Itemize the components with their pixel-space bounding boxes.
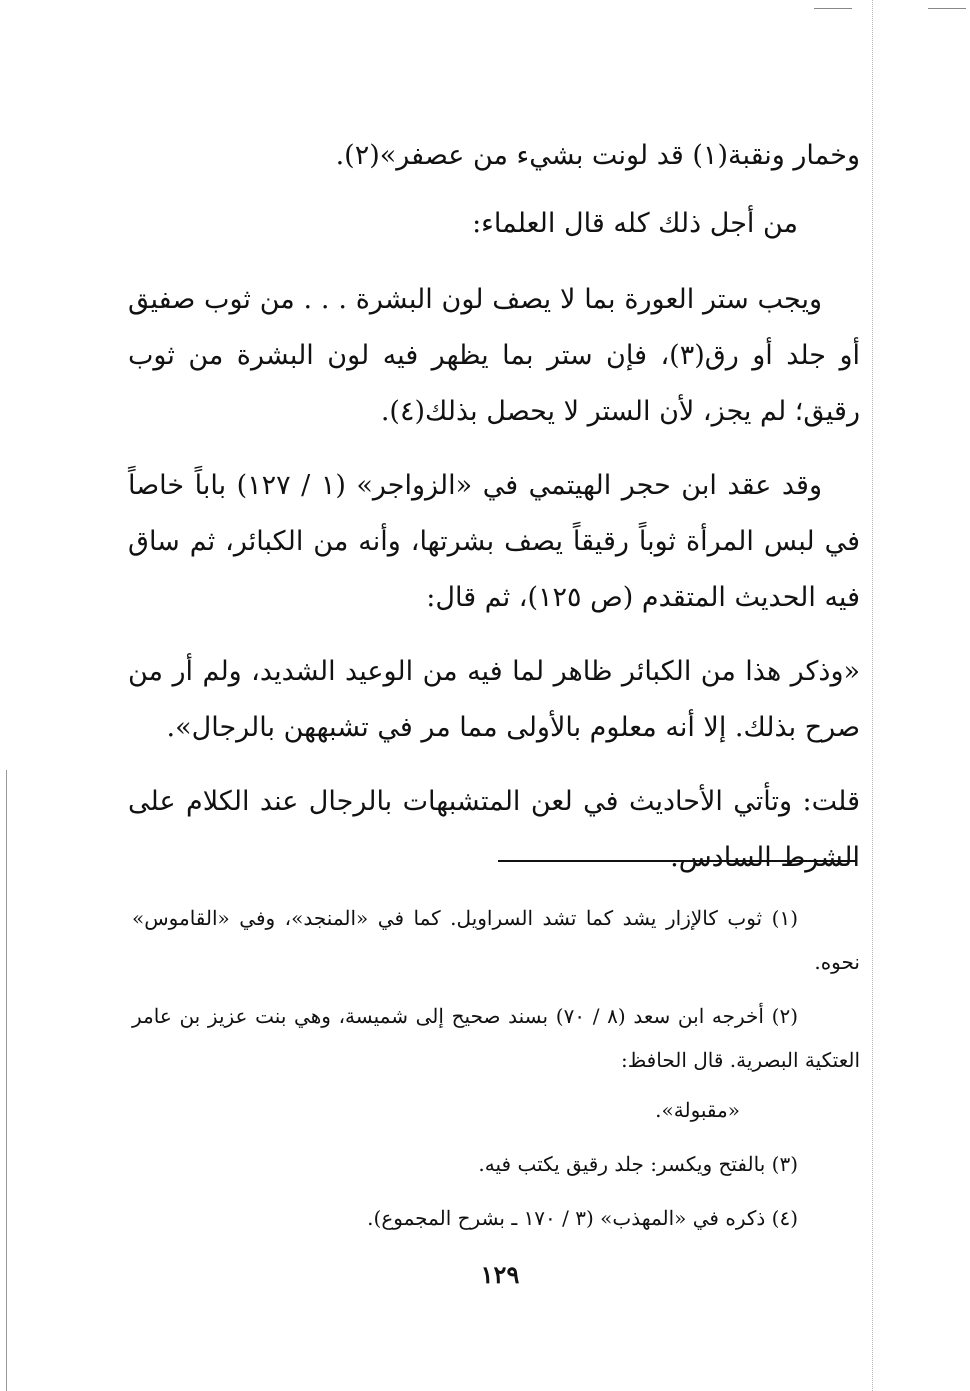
footnote: (١) ثوب كالإزار يشد كما تشد السراويل. كما في «المنجد»، وفي «القاموس» نحوه. — [132, 906, 860, 974]
paragraph: من أجل ذلك كله قال العلماء: — [472, 208, 798, 239]
footnote-continuation: «مقبولة». — [655, 1098, 740, 1122]
footnote: (٢) أخرجه ابن سعد (٨ / ٧٠) بسند صحيح إلى شميسة، وهي بنت عزيز بن عامر العتكية البصرية. قال الحافظ: — [132, 1004, 860, 1072]
paragraph: ويجب ستر العورة بما لا يصف لون البشرة . . . من ثوب صفيق أو جلد أو رق(٣)، فإن ستر بما يظهر فيه لون البشرة من ثوب رقيق؛ لم يجز، لأن الستر لا يحصل بذلك(٤). — [128, 284, 860, 427]
scan-page-edge — [872, 0, 873, 1391]
footnote: (٣) بالفتح ويكسر: جلد رقيق يكتب فيه. — [478, 1152, 798, 1176]
footnote-separator — [498, 860, 856, 862]
quote-paragraph: «وذكر هذا من الكبائر ظاهر لما فيه من الوعيد الشديد، ولم أر من صرح بذلك. إلا أنه معلوم بالأولى مما مر في تشبههن بالرجال». — [128, 656, 860, 743]
scan-top-mark — [814, 8, 852, 9]
footnote: (٤) ذكره في «المهذب» (٣ / ١٧٠ ـ بشرح المجموع). — [367, 1206, 798, 1230]
scan-top-mark — [928, 8, 966, 9]
paragraph: قلت: وتأتي الأحاديث في لعن المتشبهات بالرجال عند الكلام على الشرط السادس. — [128, 786, 860, 873]
scan-page-edge — [6, 770, 7, 1391]
paragraph: وخمار ونقبة(١) قد لونت بشيء من عصفر»(٢). — [335, 140, 860, 171]
footnotes — [132, 896, 860, 1250]
paragraph: وقد عقد ابن حجر الهيتمي في «الزواجر» (١ / ١٢٧) باباً خاصاً في لبس المرأة ثوباً رقيقاً يصف بشرتها، وأنه من الكبائر، ثم ساق فيه الحديث المتقدم (ص ١٢٥)، ثم قال: — [128, 470, 860, 613]
main-text — [128, 128, 860, 904]
page-number: ١٢٩ — [480, 1260, 520, 1289]
